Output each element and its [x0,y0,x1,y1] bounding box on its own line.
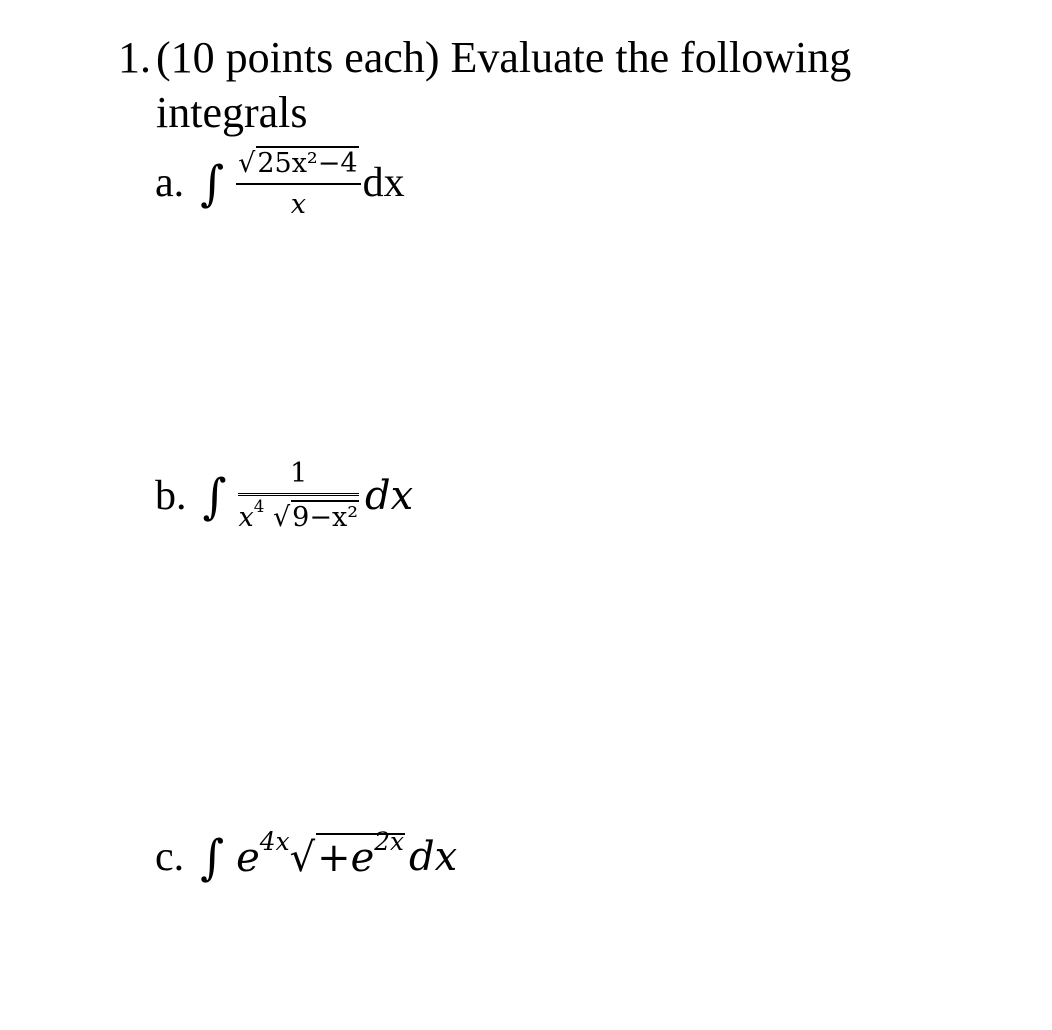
integral-sign-a: ∫ [200,154,225,212]
fraction-a [236,146,360,220]
item-label-a: a. [155,160,185,206]
denominator-base-b: x [238,502,254,533]
radicand-b: 9−x² [292,502,359,533]
denominator-b [238,496,359,533]
integral-sign-b: ∫ [202,467,227,524]
radicand-a: 25x²−4 [257,148,358,179]
radical-sign-icon: √ [289,835,316,881]
numerator-b: 1 [290,458,308,489]
radicand-c [316,826,405,881]
differential-b: dx [365,472,414,519]
numerator-a [236,146,360,183]
exponent-c: 4x [259,826,290,856]
square-root-c [289,826,405,881]
radical-sign-icon: √ [272,502,291,533]
radicand-base-c: e [350,835,375,881]
denominator-exponent-b: 4 [253,495,265,516]
integral-item-b [155,458,413,533]
fraction-b [238,458,359,533]
square-root-b [273,500,359,533]
item-label-b: b. [155,472,187,519]
integrand-c [236,826,405,881]
integral-item-c [155,826,458,886]
item-label-c: c. [155,834,185,880]
problem-heading-line1: (10 points each) Evaluate the following [156,33,852,82]
integral-item-a [155,146,405,220]
radicand-exponent-c: 2x [374,826,405,856]
differential-c: dx [409,834,458,880]
problem-number: 1. [118,33,151,82]
radical-sign-icon: √ [238,148,256,179]
differential-a: dx [362,160,405,206]
problem-heading [118,30,938,140]
radicand-prefix-c: + [317,835,351,881]
integral-sign-c: ∫ [200,828,225,886]
denominator-a: x [290,189,306,220]
square-root-a [238,146,358,179]
base-c: e [236,835,260,881]
problem-heading-line2: integrals [156,88,308,137]
